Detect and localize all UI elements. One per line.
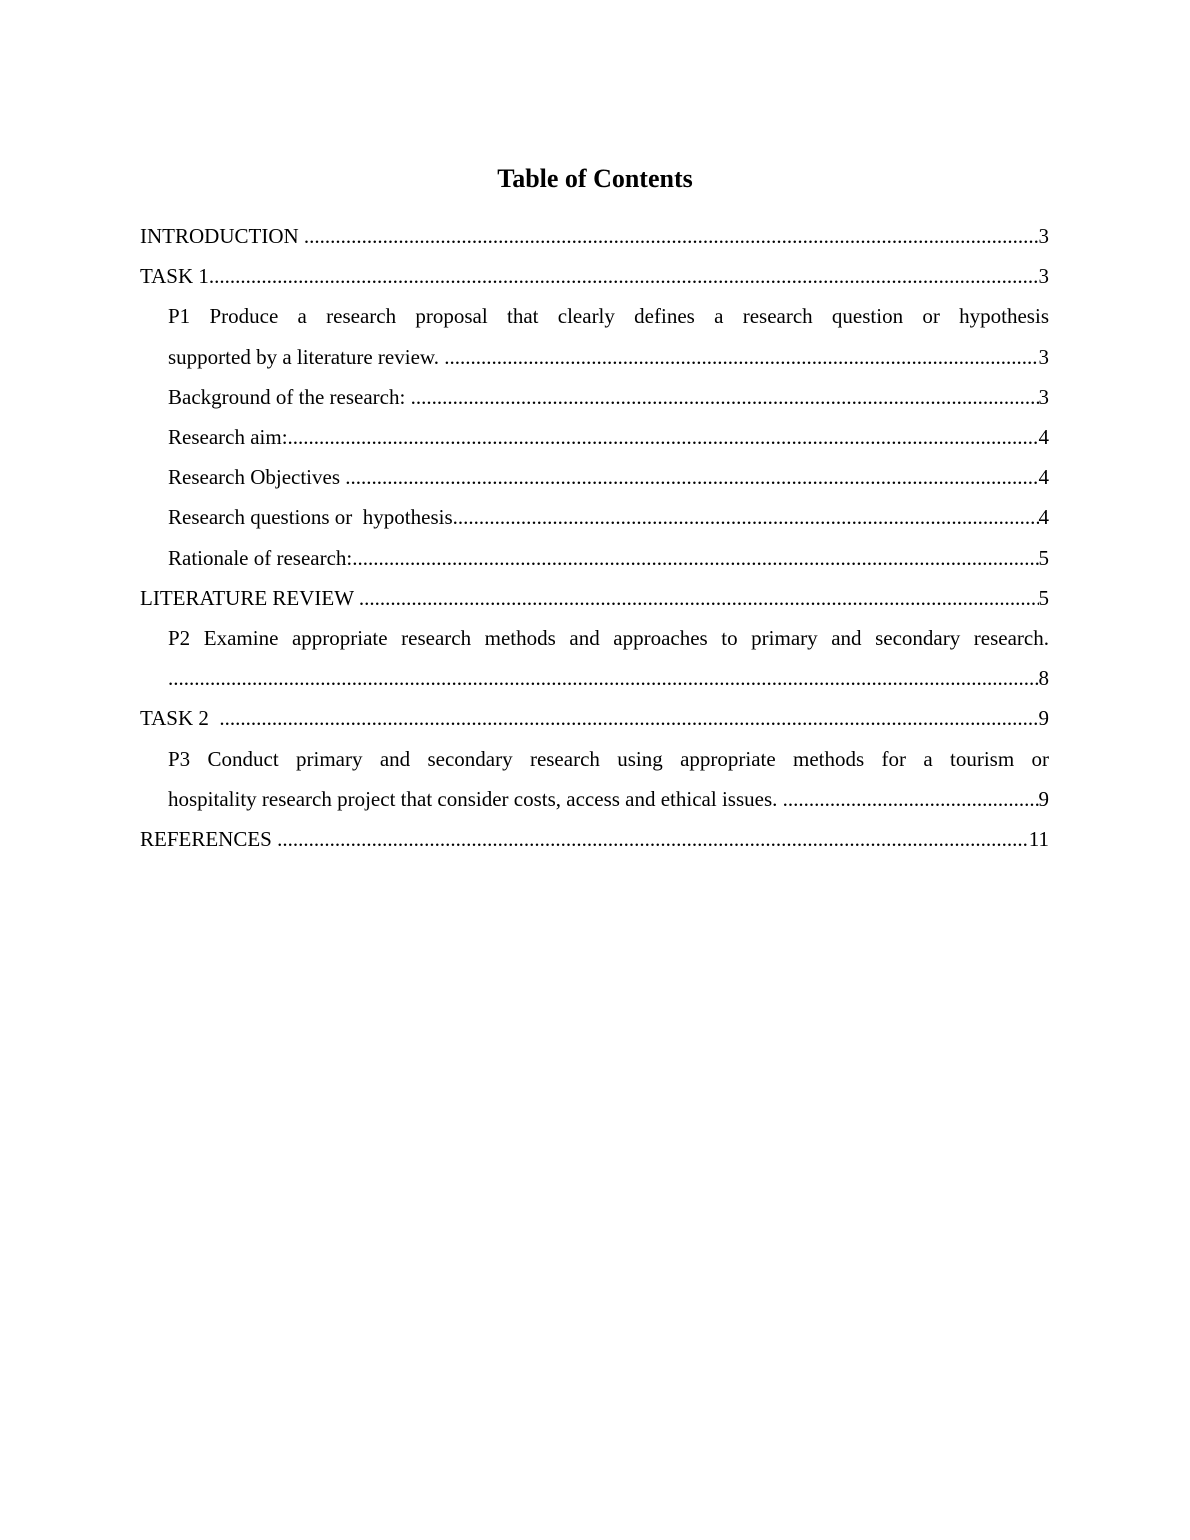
toc-link-research-aim[interactable] <box>168 417 1049 457</box>
toc-page-number: 11 <box>1028 827 1049 852</box>
toc-dot-leader <box>288 417 1039 457</box>
toc-link-p3[interactable] <box>168 779 1049 819</box>
toc-entry-p3 <box>140 739 1049 819</box>
toc-page-number: 3 <box>1038 224 1049 248</box>
toc-entry-research-objectives <box>140 457 1049 497</box>
toc-link-literature-review[interactable] <box>140 578 1049 618</box>
toc-link-p1[interactable] <box>168 337 1049 377</box>
toc-page-number: 5 <box>1038 585 1049 610</box>
toc-entry-title: LITERATURE REVIEW <box>140 585 359 610</box>
toc-dot-leader <box>359 578 1039 618</box>
toc-page-number: 5 <box>1038 545 1049 570</box>
toc-entry-task-1 <box>140 256 1049 296</box>
toc-dot-leader <box>219 698 1038 738</box>
toc-link-p2[interactable] <box>168 658 1049 698</box>
toc-entry-task-2 <box>140 698 1049 738</box>
toc-entry-title: hospitality research project that consider costs, access and ethical issues. <box>168 786 783 811</box>
toc-link-task-1[interactable] <box>140 256 1049 296</box>
toc-link-research-questions[interactable] <box>168 497 1049 537</box>
toc-dot-leader <box>304 216 1039 256</box>
toc-dot-leader <box>783 779 1039 819</box>
table-of-contents <box>140 216 1049 859</box>
toc-entry-p1 <box>140 296 1049 376</box>
toc-dot-leader <box>444 337 1038 377</box>
toc-entry-title: Research questions or hypothesis <box>168 505 453 530</box>
toc-entry-research-aim <box>140 417 1049 457</box>
toc-entry-research-questions <box>140 497 1049 537</box>
toc-entry-title: TASK 1 <box>140 264 209 289</box>
toc-page-number: 3 <box>1038 264 1049 289</box>
toc-page-number: 4 <box>1038 465 1049 490</box>
toc-link-task-2[interactable] <box>140 698 1049 738</box>
toc-entry-title-line-1[interactable]: P3 Conduct primary and secondary research using appropriate methods for a tourism or <box>168 746 1049 771</box>
toc-entry-title: Background of the research: <box>168 384 411 409</box>
toc-dot-leader <box>168 658 1039 698</box>
toc-page-number: 9 <box>1038 706 1049 731</box>
toc-page-number: 8 <box>1038 666 1049 691</box>
toc-dot-leader <box>453 497 1039 537</box>
toc-link-introduction[interactable] <box>140 216 1049 256</box>
toc-entry-introduction <box>140 216 1049 256</box>
toc-entry-title: TASK 2 <box>140 706 220 731</box>
toc-page-number: 3 <box>1038 384 1049 409</box>
toc-dot-leader <box>209 256 1039 296</box>
toc-entry-background <box>140 377 1049 417</box>
toc-entry-title: supported by a literature review. <box>168 344 445 369</box>
toc-link-references[interactable] <box>140 819 1049 859</box>
toc-page-number: 4 <box>1038 505 1049 530</box>
toc-dot-leader <box>411 377 1039 417</box>
toc-entry-p2 <box>140 618 1049 698</box>
toc-page-number: 4 <box>1038 425 1049 450</box>
toc-link-rationale[interactable] <box>168 538 1049 578</box>
toc-page-number: 3 <box>1038 344 1049 369</box>
toc-entry-references <box>140 819 1049 859</box>
toc-entry-title: REFERENCES <box>140 827 278 852</box>
toc-entry-title: Research Objectives <box>168 465 346 490</box>
toc-title: Table of Contents <box>497 164 693 193</box>
toc-entry-title: Research aim: <box>168 425 288 450</box>
toc-entry-title-line-1[interactable]: P2 Examine appropriate research methods and approaches to primary and secondary research. <box>168 626 1049 651</box>
toc-dot-leader <box>277 819 1029 859</box>
toc-link-research-objectives[interactable] <box>168 457 1049 497</box>
toc-entry-rationale <box>140 538 1049 578</box>
toc-entry-literature-review <box>140 578 1049 618</box>
toc-entry-title: INTRODUCTION <box>140 224 304 248</box>
toc-entry-title-line-1[interactable]: P1 Produce a research proposal that clearly defines a research question or hypothesis <box>168 304 1049 329</box>
toc-entry-title: Rationale of research: <box>168 545 353 570</box>
toc-dot-leader <box>345 457 1038 497</box>
toc-link-background[interactable] <box>168 377 1049 417</box>
toc-dot-leader <box>352 538 1038 578</box>
toc-page-number: 9 <box>1038 786 1049 811</box>
